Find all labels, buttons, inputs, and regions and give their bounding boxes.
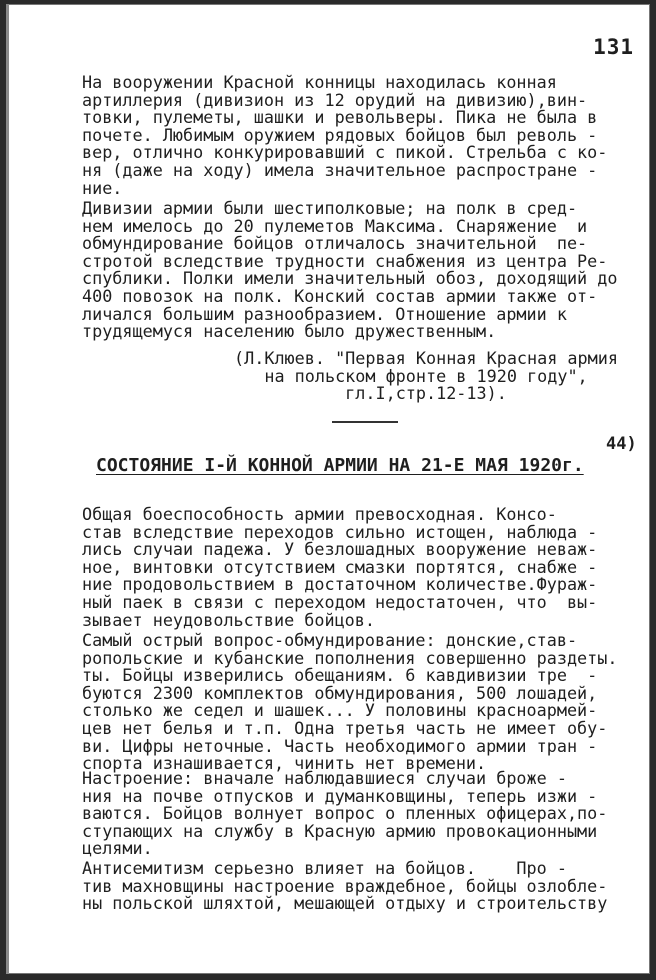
paragraph-antisemitism (82, 860, 642, 913)
text-line: Антисемитизм серьезно влияет на бойцов. Про - (82, 858, 567, 878)
text-line: стротой вследствие трудности снабжения из центра Ре- (82, 250, 608, 271)
text-line: ропольские и кубанские пополнения совершенно раздеты. (82, 647, 618, 668)
paragraph-armament (82, 74, 642, 197)
text-line: буются 2300 комплектов обмундирования, 500 лошадей, (82, 682, 598, 703)
text-line: ние продовольствием в достаточном количестве.Фураж- (82, 574, 598, 595)
scan-edge (6, 4, 9, 974)
paragraph-morale (82, 770, 642, 858)
paragraph-uniform (82, 632, 642, 773)
citation-line: на польском фронте в 1920 году", (264, 365, 588, 386)
document-page (6, 4, 650, 974)
text-line: ние. (82, 177, 123, 198)
section-divider (332, 421, 398, 423)
section-title: СОСТОЯНИЕ I-Й КОННОЙ АРМИИ НА 21-Е МАЯ 1920г. (96, 455, 584, 476)
text-line: цев нет белья и т.п. Одна третья часть не имеет обу- (82, 717, 608, 738)
paragraph-divisions (82, 200, 642, 341)
text-line: ты. Бойцы изверились обещаниям. 6 кавдивизии тре - (82, 665, 598, 686)
text-line: ви. Цифры неточные. Часть необходимого армии тран - (82, 735, 598, 756)
text-line: ния на почве отпусков и думанковщины, теперь изжи - (82, 785, 598, 806)
text-line: Самый острый вопрос-обмундирование: донские,став- (82, 630, 578, 650)
citation-line: гл.I,стр.12-13). (345, 383, 507, 403)
text-line: товки, пулеметы, шашки и револьверы. Пика не была в (82, 107, 598, 128)
text-line: столько же седел и шашек... У половины красноармей- (82, 700, 598, 721)
text-line: обмундирование бойцов отличалось значительной пе- (82, 233, 588, 254)
citation (206, 350, 646, 403)
text-line: Настроение: вначале наблюдавшиеся случаи броже - (82, 768, 567, 788)
text-line: личался большим разнообразием. Отношение армии к (82, 303, 567, 324)
text-line: ня (даже на ходу) имела значительное распростране - (82, 159, 598, 180)
text-line: ступающих на службу в Красную армию провокационными (82, 820, 598, 841)
paragraph-combat-readiness (82, 506, 642, 629)
text-line: трудящемуся населению было дружественным. (82, 321, 497, 342)
text-line: артиллерия (дивизион из 12 орудий на дивизию),вин- (82, 89, 588, 110)
text-line: целями. (82, 838, 153, 859)
text-line: Общая боеспособность армии превосходная. Консо- (82, 504, 557, 524)
text-line: На вооружении Красной конницы находилась конная (82, 72, 557, 92)
text-line: Дивизии армии были шестиполковые; на полк в сред- (82, 198, 578, 218)
citation-line: (Л.Клюев. "Первая Конная Красная армия (234, 348, 618, 368)
text-line: нем имелось до 20 пулеметов Максима. Снаряжение и (82, 215, 588, 236)
text-line: почете. Любимым оружием рядовых бойцов был револь - (82, 124, 598, 145)
footnote-reference: 44) (606, 434, 637, 454)
page-number: 131 (593, 35, 634, 59)
text-line: зывает неудовольствие бойцов. (82, 609, 375, 630)
text-line: тив махновщины настроение враждебное, бойцы озлобле- (82, 875, 608, 896)
text-line: став вследствие переходов сильно истощен, наблюда - (82, 521, 598, 542)
text-line: спублики. Полки имели значительный обоз, доходящий до (82, 268, 618, 289)
text-line: ный паек в связи с переходом недостаточен, что вы- (82, 591, 598, 612)
text-line: ное, винтовки отсутствием смазки портятся, снабже - (82, 556, 598, 577)
text-line: 400 повозок на полк. Конский состав армии также от- (82, 285, 598, 306)
text-line: спорта изнашивается, чинить нет времени. (82, 753, 487, 774)
text-line: лись случаи падежа. У безлошадных вооружение неваж- (82, 539, 598, 560)
text-line: ны польской шляхтой, мешающей отдыху и строительству (82, 893, 608, 914)
text-line: вер, отлично конкурировавший с пикой. Стрельба с ко- (82, 142, 608, 163)
text-line: ваются. Бойцов волнует вопрос о пленных офицерах,по- (82, 803, 608, 824)
